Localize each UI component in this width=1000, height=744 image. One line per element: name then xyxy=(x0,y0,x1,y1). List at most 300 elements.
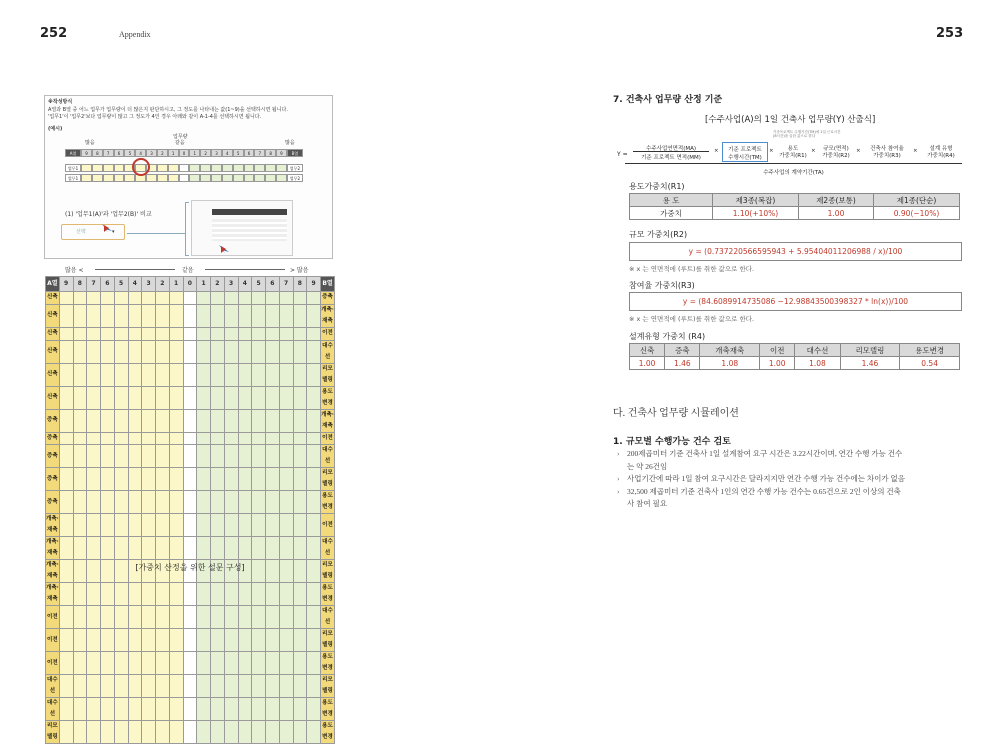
grid-option-cell[interactable] xyxy=(169,445,183,468)
grid-option-cell[interactable] xyxy=(211,698,225,721)
grid-option-cell[interactable] xyxy=(183,629,197,652)
grid-option-cell[interactable] xyxy=(238,409,252,432)
grid-option-cell[interactable] xyxy=(101,327,115,340)
grid-option-cell[interactable] xyxy=(307,698,321,721)
grid-option-cell[interactable] xyxy=(169,629,183,652)
grid-option-cell[interactable] xyxy=(128,432,142,445)
grid-option-cell[interactable] xyxy=(114,606,128,629)
grid-option-cell[interactable] xyxy=(266,292,280,305)
grid-option-cell[interactable] xyxy=(156,652,170,675)
grid-option-cell[interactable] xyxy=(252,675,266,698)
grid-option-cell[interactable] xyxy=(142,652,156,675)
grid-option-cell[interactable] xyxy=(73,652,87,675)
grid-option-cell[interactable] xyxy=(59,698,73,721)
grid-option-cell[interactable] xyxy=(169,386,183,409)
grid-option-cell[interactable] xyxy=(211,432,225,445)
grid-option-cell[interactable] xyxy=(252,432,266,445)
grid-option-cell[interactable] xyxy=(114,292,128,305)
grid-option-cell[interactable] xyxy=(59,560,73,583)
grid-option-cell[interactable] xyxy=(114,491,128,514)
grid-option-cell[interactable] xyxy=(128,409,142,432)
grid-option-cell[interactable] xyxy=(101,409,115,432)
grid-option-cell[interactable] xyxy=(266,583,280,606)
grid-option-cell[interactable] xyxy=(307,468,321,491)
grid-option-cell[interactable] xyxy=(73,537,87,560)
grid-option-cell[interactable] xyxy=(238,491,252,514)
grid-option-cell[interactable] xyxy=(197,292,211,305)
grid-option-cell[interactable] xyxy=(307,327,321,340)
grid-option-cell[interactable] xyxy=(59,386,73,409)
grid-option-cell[interactable] xyxy=(279,386,293,409)
grid-option-cell[interactable] xyxy=(114,340,128,363)
grid-option-cell[interactable] xyxy=(142,386,156,409)
grid-option-cell[interactable] xyxy=(73,675,87,698)
grid-option-cell[interactable] xyxy=(307,652,321,675)
grid-option-cell[interactable] xyxy=(293,340,307,363)
grid-option-cell[interactable] xyxy=(224,468,238,491)
grid-option-cell[interactable] xyxy=(197,468,211,491)
grid-option-cell[interactable] xyxy=(183,292,197,305)
grid-option-cell[interactable] xyxy=(142,304,156,327)
grid-option-cell[interactable] xyxy=(142,468,156,491)
grid-option-cell[interactable] xyxy=(114,721,128,744)
grid-option-cell[interactable] xyxy=(114,468,128,491)
grid-option-cell[interactable] xyxy=(142,629,156,652)
grid-option-cell[interactable] xyxy=(197,698,211,721)
grid-option-cell[interactable] xyxy=(293,698,307,721)
grid-option-cell[interactable] xyxy=(128,537,142,560)
grid-option-cell[interactable] xyxy=(142,491,156,514)
grid-option-cell[interactable] xyxy=(114,445,128,468)
grid-option-cell[interactable] xyxy=(224,675,238,698)
grid-option-cell[interactable] xyxy=(59,363,73,386)
grid-option-cell[interactable] xyxy=(156,514,170,537)
grid-option-cell[interactable] xyxy=(73,514,87,537)
grid-option-cell[interactable] xyxy=(101,721,115,744)
grid-option-cell[interactable] xyxy=(266,363,280,386)
grid-option-cell[interactable] xyxy=(59,652,73,675)
grid-option-cell[interactable] xyxy=(128,652,142,675)
grid-option-cell[interactable] xyxy=(142,340,156,363)
grid-option-cell[interactable] xyxy=(101,304,115,327)
grid-option-cell[interactable] xyxy=(279,675,293,698)
grid-option-cell[interactable] xyxy=(87,583,101,606)
grid-option-cell[interactable] xyxy=(142,409,156,432)
grid-option-cell[interactable] xyxy=(293,675,307,698)
grid-option-cell[interactable] xyxy=(252,652,266,675)
grid-option-cell[interactable] xyxy=(169,491,183,514)
grid-option-cell[interactable] xyxy=(59,583,73,606)
grid-option-cell[interactable] xyxy=(252,340,266,363)
grid-option-cell[interactable] xyxy=(211,675,225,698)
grid-option-cell[interactable] xyxy=(87,432,101,445)
grid-option-cell[interactable] xyxy=(169,721,183,744)
grid-option-cell[interactable] xyxy=(197,432,211,445)
grid-option-cell[interactable] xyxy=(279,698,293,721)
grid-option-cell[interactable] xyxy=(142,445,156,468)
grid-option-cell[interactable] xyxy=(266,409,280,432)
grid-option-cell[interactable] xyxy=(87,327,101,340)
grid-option-cell[interactable] xyxy=(266,304,280,327)
grid-option-cell[interactable] xyxy=(279,409,293,432)
grid-option-cell[interactable] xyxy=(252,363,266,386)
grid-option-cell[interactable] xyxy=(293,560,307,583)
grid-option-cell[interactable] xyxy=(128,340,142,363)
grid-option-cell[interactable] xyxy=(114,327,128,340)
grid-option-cell[interactable] xyxy=(224,698,238,721)
grid-option-cell[interactable] xyxy=(197,514,211,537)
grid-option-cell[interactable] xyxy=(238,721,252,744)
grid-option-cell[interactable] xyxy=(169,698,183,721)
grid-option-cell[interactable] xyxy=(211,721,225,744)
grid-option-cell[interactable] xyxy=(87,629,101,652)
grid-option-cell[interactable] xyxy=(293,445,307,468)
grid-option-cell[interactable] xyxy=(101,386,115,409)
grid-option-cell[interactable] xyxy=(101,606,115,629)
grid-option-cell[interactable] xyxy=(211,363,225,386)
grid-option-cell[interactable] xyxy=(183,491,197,514)
grid-option-cell[interactable] xyxy=(101,340,115,363)
grid-option-cell[interactable] xyxy=(156,386,170,409)
grid-option-cell[interactable] xyxy=(224,432,238,445)
grid-option-cell[interactable] xyxy=(59,721,73,744)
grid-option-cell[interactable] xyxy=(183,514,197,537)
grid-option-cell[interactable] xyxy=(266,491,280,514)
grid-option-cell[interactable] xyxy=(59,432,73,445)
grid-option-cell[interactable] xyxy=(128,698,142,721)
grid-option-cell[interactable] xyxy=(114,514,128,537)
grid-option-cell[interactable] xyxy=(224,327,238,340)
grid-option-cell[interactable] xyxy=(128,629,142,652)
grid-option-cell[interactable] xyxy=(238,327,252,340)
grid-option-cell[interactable] xyxy=(101,583,115,606)
grid-option-cell[interactable] xyxy=(266,514,280,537)
grid-option-cell[interactable] xyxy=(73,363,87,386)
grid-option-cell[interactable] xyxy=(307,340,321,363)
grid-option-cell[interactable] xyxy=(307,537,321,560)
grid-option-cell[interactable] xyxy=(114,409,128,432)
grid-option-cell[interactable] xyxy=(307,445,321,468)
grid-option-cell[interactable] xyxy=(197,491,211,514)
grid-option-cell[interactable] xyxy=(73,445,87,468)
grid-option-cell[interactable] xyxy=(156,363,170,386)
grid-option-cell[interactable] xyxy=(211,386,225,409)
grid-option-cell[interactable] xyxy=(266,468,280,491)
grid-option-cell[interactable] xyxy=(73,409,87,432)
grid-option-cell[interactable] xyxy=(73,340,87,363)
grid-option-cell[interactable] xyxy=(142,721,156,744)
grid-option-cell[interactable] xyxy=(87,445,101,468)
grid-option-cell[interactable] xyxy=(128,327,142,340)
grid-option-cell[interactable] xyxy=(156,629,170,652)
grid-option-cell[interactable] xyxy=(169,468,183,491)
grid-option-cell[interactable] xyxy=(238,537,252,560)
grid-option-cell[interactable] xyxy=(101,445,115,468)
grid-option-cell[interactable] xyxy=(224,386,238,409)
grid-option-cell[interactable] xyxy=(87,340,101,363)
grid-option-cell[interactable] xyxy=(266,721,280,744)
grid-option-cell[interactable] xyxy=(211,468,225,491)
grid-option-cell[interactable] xyxy=(252,468,266,491)
grid-option-cell[interactable] xyxy=(238,629,252,652)
grid-option-cell[interactable] xyxy=(211,514,225,537)
grid-option-cell[interactable] xyxy=(238,468,252,491)
grid-option-cell[interactable] xyxy=(128,721,142,744)
grid-option-cell[interactable] xyxy=(266,698,280,721)
grid-option-cell[interactable] xyxy=(211,537,225,560)
grid-option-cell[interactable] xyxy=(266,675,280,698)
grid-option-cell[interactable] xyxy=(114,652,128,675)
grid-option-cell[interactable] xyxy=(87,386,101,409)
grid-option-cell[interactable] xyxy=(211,409,225,432)
grid-option-cell[interactable] xyxy=(211,606,225,629)
grid-option-cell[interactable] xyxy=(169,583,183,606)
grid-option-cell[interactable] xyxy=(156,491,170,514)
grid-option-cell[interactable] xyxy=(197,340,211,363)
grid-option-cell[interactable] xyxy=(266,560,280,583)
grid-option-cell[interactable] xyxy=(169,675,183,698)
grid-option-cell[interactable] xyxy=(156,292,170,305)
grid-option-cell[interactable] xyxy=(211,445,225,468)
grid-option-cell[interactable] xyxy=(114,304,128,327)
grid-option-cell[interactable] xyxy=(73,304,87,327)
grid-option-cell[interactable] xyxy=(279,514,293,537)
grid-option-cell[interactable] xyxy=(156,304,170,327)
grid-option-cell[interactable] xyxy=(224,491,238,514)
grid-option-cell[interactable] xyxy=(293,327,307,340)
grid-option-cell[interactable] xyxy=(211,304,225,327)
grid-option-cell[interactable] xyxy=(307,560,321,583)
grid-option-cell[interactable] xyxy=(238,363,252,386)
grid-option-cell[interactable] xyxy=(59,327,73,340)
grid-option-cell[interactable] xyxy=(114,363,128,386)
grid-option-cell[interactable] xyxy=(211,491,225,514)
grid-option-cell[interactable] xyxy=(101,468,115,491)
grid-option-cell[interactable] xyxy=(87,537,101,560)
grid-option-cell[interactable] xyxy=(114,675,128,698)
grid-option-cell[interactable] xyxy=(169,363,183,386)
grid-option-cell[interactable] xyxy=(279,327,293,340)
grid-option-cell[interactable] xyxy=(169,432,183,445)
grid-option-cell[interactable] xyxy=(87,560,101,583)
grid-option-cell[interactable] xyxy=(114,629,128,652)
grid-option-cell[interactable] xyxy=(142,363,156,386)
grid-option-cell[interactable] xyxy=(114,432,128,445)
grid-option-cell[interactable] xyxy=(128,491,142,514)
select-dropdown[interactable] xyxy=(61,224,125,240)
grid-option-cell[interactable] xyxy=(156,409,170,432)
grid-option-cell[interactable] xyxy=(266,445,280,468)
grid-option-cell[interactable] xyxy=(87,606,101,629)
grid-option-cell[interactable] xyxy=(114,698,128,721)
grid-option-cell[interactable] xyxy=(87,652,101,675)
grid-option-cell[interactable] xyxy=(279,491,293,514)
grid-option-cell[interactable] xyxy=(87,675,101,698)
grid-option-cell[interactable] xyxy=(128,292,142,305)
grid-option-cell[interactable] xyxy=(156,721,170,744)
grid-option-cell[interactable] xyxy=(183,583,197,606)
grid-option-cell[interactable] xyxy=(183,409,197,432)
grid-option-cell[interactable] xyxy=(87,721,101,744)
grid-option-cell[interactable] xyxy=(293,652,307,675)
grid-option-cell[interactable] xyxy=(266,652,280,675)
grid-option-cell[interactable] xyxy=(307,292,321,305)
grid-option-cell[interactable] xyxy=(183,432,197,445)
grid-option-cell[interactable] xyxy=(128,386,142,409)
grid-option-cell[interactable] xyxy=(224,445,238,468)
grid-option-cell[interactable] xyxy=(59,514,73,537)
grid-option-cell[interactable] xyxy=(252,409,266,432)
grid-option-cell[interactable] xyxy=(114,537,128,560)
grid-option-cell[interactable] xyxy=(293,304,307,327)
grid-option-cell[interactable] xyxy=(238,340,252,363)
grid-option-cell[interactable] xyxy=(169,292,183,305)
grid-option-cell[interactable] xyxy=(128,583,142,606)
grid-option-cell[interactable] xyxy=(293,292,307,305)
grid-option-cell[interactable] xyxy=(169,327,183,340)
grid-option-cell[interactable] xyxy=(73,468,87,491)
grid-option-cell[interactable] xyxy=(101,560,115,583)
grid-option-cell[interactable] xyxy=(59,445,73,468)
grid-option-cell[interactable] xyxy=(224,340,238,363)
grid-option-cell[interactable] xyxy=(87,304,101,327)
grid-option-cell[interactable] xyxy=(224,514,238,537)
grid-option-cell[interactable] xyxy=(156,606,170,629)
grid-option-cell[interactable] xyxy=(252,537,266,560)
grid-option-cell[interactable] xyxy=(128,514,142,537)
grid-option-cell[interactable] xyxy=(279,652,293,675)
grid-option-cell[interactable] xyxy=(197,675,211,698)
grid-option-cell[interactable] xyxy=(238,386,252,409)
grid-option-cell[interactable] xyxy=(252,292,266,305)
grid-option-cell[interactable] xyxy=(279,304,293,327)
grid-option-cell[interactable] xyxy=(142,675,156,698)
grid-option-cell[interactable] xyxy=(142,583,156,606)
grid-option-cell[interactable] xyxy=(279,292,293,305)
grid-option-cell[interactable] xyxy=(224,304,238,327)
grid-option-cell[interactable] xyxy=(59,675,73,698)
grid-option-cell[interactable] xyxy=(183,363,197,386)
grid-option-cell[interactable] xyxy=(252,386,266,409)
grid-option-cell[interactable] xyxy=(87,468,101,491)
grid-option-cell[interactable] xyxy=(156,340,170,363)
grid-option-cell[interactable] xyxy=(59,292,73,305)
grid-option-cell[interactable] xyxy=(238,583,252,606)
grid-option-cell[interactable] xyxy=(142,698,156,721)
grid-option-cell[interactable] xyxy=(197,652,211,675)
grid-option-cell[interactable] xyxy=(169,409,183,432)
grid-option-cell[interactable] xyxy=(238,698,252,721)
grid-option-cell[interactable] xyxy=(293,409,307,432)
grid-option-cell[interactable] xyxy=(238,292,252,305)
grid-option-cell[interactable] xyxy=(73,721,87,744)
grid-option-cell[interactable] xyxy=(73,629,87,652)
grid-option-cell[interactable] xyxy=(307,409,321,432)
grid-option-cell[interactable] xyxy=(279,606,293,629)
grid-option-cell[interactable] xyxy=(73,560,87,583)
grid-option-cell[interactable] xyxy=(87,292,101,305)
grid-option-cell[interactable] xyxy=(183,327,197,340)
grid-option-cell[interactable] xyxy=(156,583,170,606)
grid-option-cell[interactable] xyxy=(238,652,252,675)
grid-option-cell[interactable] xyxy=(87,514,101,537)
grid-option-cell[interactable] xyxy=(224,537,238,560)
grid-option-cell[interactable] xyxy=(59,468,73,491)
grid-option-cell[interactable] xyxy=(142,514,156,537)
grid-option-cell[interactable] xyxy=(169,537,183,560)
grid-option-cell[interactable] xyxy=(293,363,307,386)
grid-option-cell[interactable] xyxy=(128,468,142,491)
grid-option-cell[interactable] xyxy=(211,629,225,652)
grid-option-cell[interactable] xyxy=(211,292,225,305)
grid-option-cell[interactable] xyxy=(101,363,115,386)
grid-option-cell[interactable] xyxy=(266,340,280,363)
grid-option-cell[interactable] xyxy=(101,537,115,560)
grid-option-cell[interactable] xyxy=(252,514,266,537)
grid-option-cell[interactable] xyxy=(238,514,252,537)
grid-option-cell[interactable] xyxy=(307,386,321,409)
grid-option-cell[interactable] xyxy=(307,304,321,327)
grid-option-cell[interactable] xyxy=(142,606,156,629)
grid-option-cell[interactable] xyxy=(183,537,197,560)
grid-option-cell[interactable] xyxy=(293,386,307,409)
grid-option-cell[interactable] xyxy=(252,304,266,327)
grid-option-cell[interactable] xyxy=(279,537,293,560)
grid-option-cell[interactable] xyxy=(169,514,183,537)
grid-option-cell[interactable] xyxy=(101,432,115,445)
grid-option-cell[interactable] xyxy=(156,445,170,468)
grid-option-cell[interactable] xyxy=(183,606,197,629)
grid-option-cell[interactable] xyxy=(266,327,280,340)
grid-option-cell[interactable] xyxy=(128,445,142,468)
grid-option-cell[interactable] xyxy=(73,491,87,514)
grid-option-cell[interactable] xyxy=(197,537,211,560)
grid-option-cell[interactable] xyxy=(169,304,183,327)
grid-option-cell[interactable] xyxy=(73,386,87,409)
grid-option-cell[interactable] xyxy=(73,327,87,340)
grid-option-cell[interactable] xyxy=(252,721,266,744)
grid-option-cell[interactable] xyxy=(293,606,307,629)
grid-option-cell[interactable] xyxy=(183,652,197,675)
grid-option-cell[interactable] xyxy=(279,583,293,606)
grid-option-cell[interactable] xyxy=(279,445,293,468)
grid-option-cell[interactable] xyxy=(266,629,280,652)
grid-option-cell[interactable] xyxy=(73,583,87,606)
grid-option-cell[interactable] xyxy=(307,721,321,744)
grid-option-cell[interactable] xyxy=(142,432,156,445)
grid-option-cell[interactable] xyxy=(156,537,170,560)
grid-option-cell[interactable] xyxy=(293,468,307,491)
grid-option-cell[interactable] xyxy=(101,698,115,721)
grid-option-cell[interactable] xyxy=(156,327,170,340)
grid-option-cell[interactable] xyxy=(87,363,101,386)
grid-option-cell[interactable] xyxy=(114,583,128,606)
grid-option-cell[interactable] xyxy=(197,363,211,386)
grid-option-cell[interactable] xyxy=(293,583,307,606)
grid-option-cell[interactable] xyxy=(169,652,183,675)
grid-option-cell[interactable] xyxy=(59,340,73,363)
grid-option-cell[interactable] xyxy=(279,629,293,652)
grid-option-cell[interactable] xyxy=(266,432,280,445)
grid-option-cell[interactable] xyxy=(101,491,115,514)
grid-option-cell[interactable] xyxy=(211,583,225,606)
grid-option-cell[interactable] xyxy=(224,583,238,606)
grid-option-cell[interactable] xyxy=(266,606,280,629)
grid-option-cell[interactable] xyxy=(59,606,73,629)
grid-option-cell[interactable] xyxy=(238,606,252,629)
grid-option-cell[interactable] xyxy=(197,409,211,432)
grid-option-cell[interactable] xyxy=(101,292,115,305)
